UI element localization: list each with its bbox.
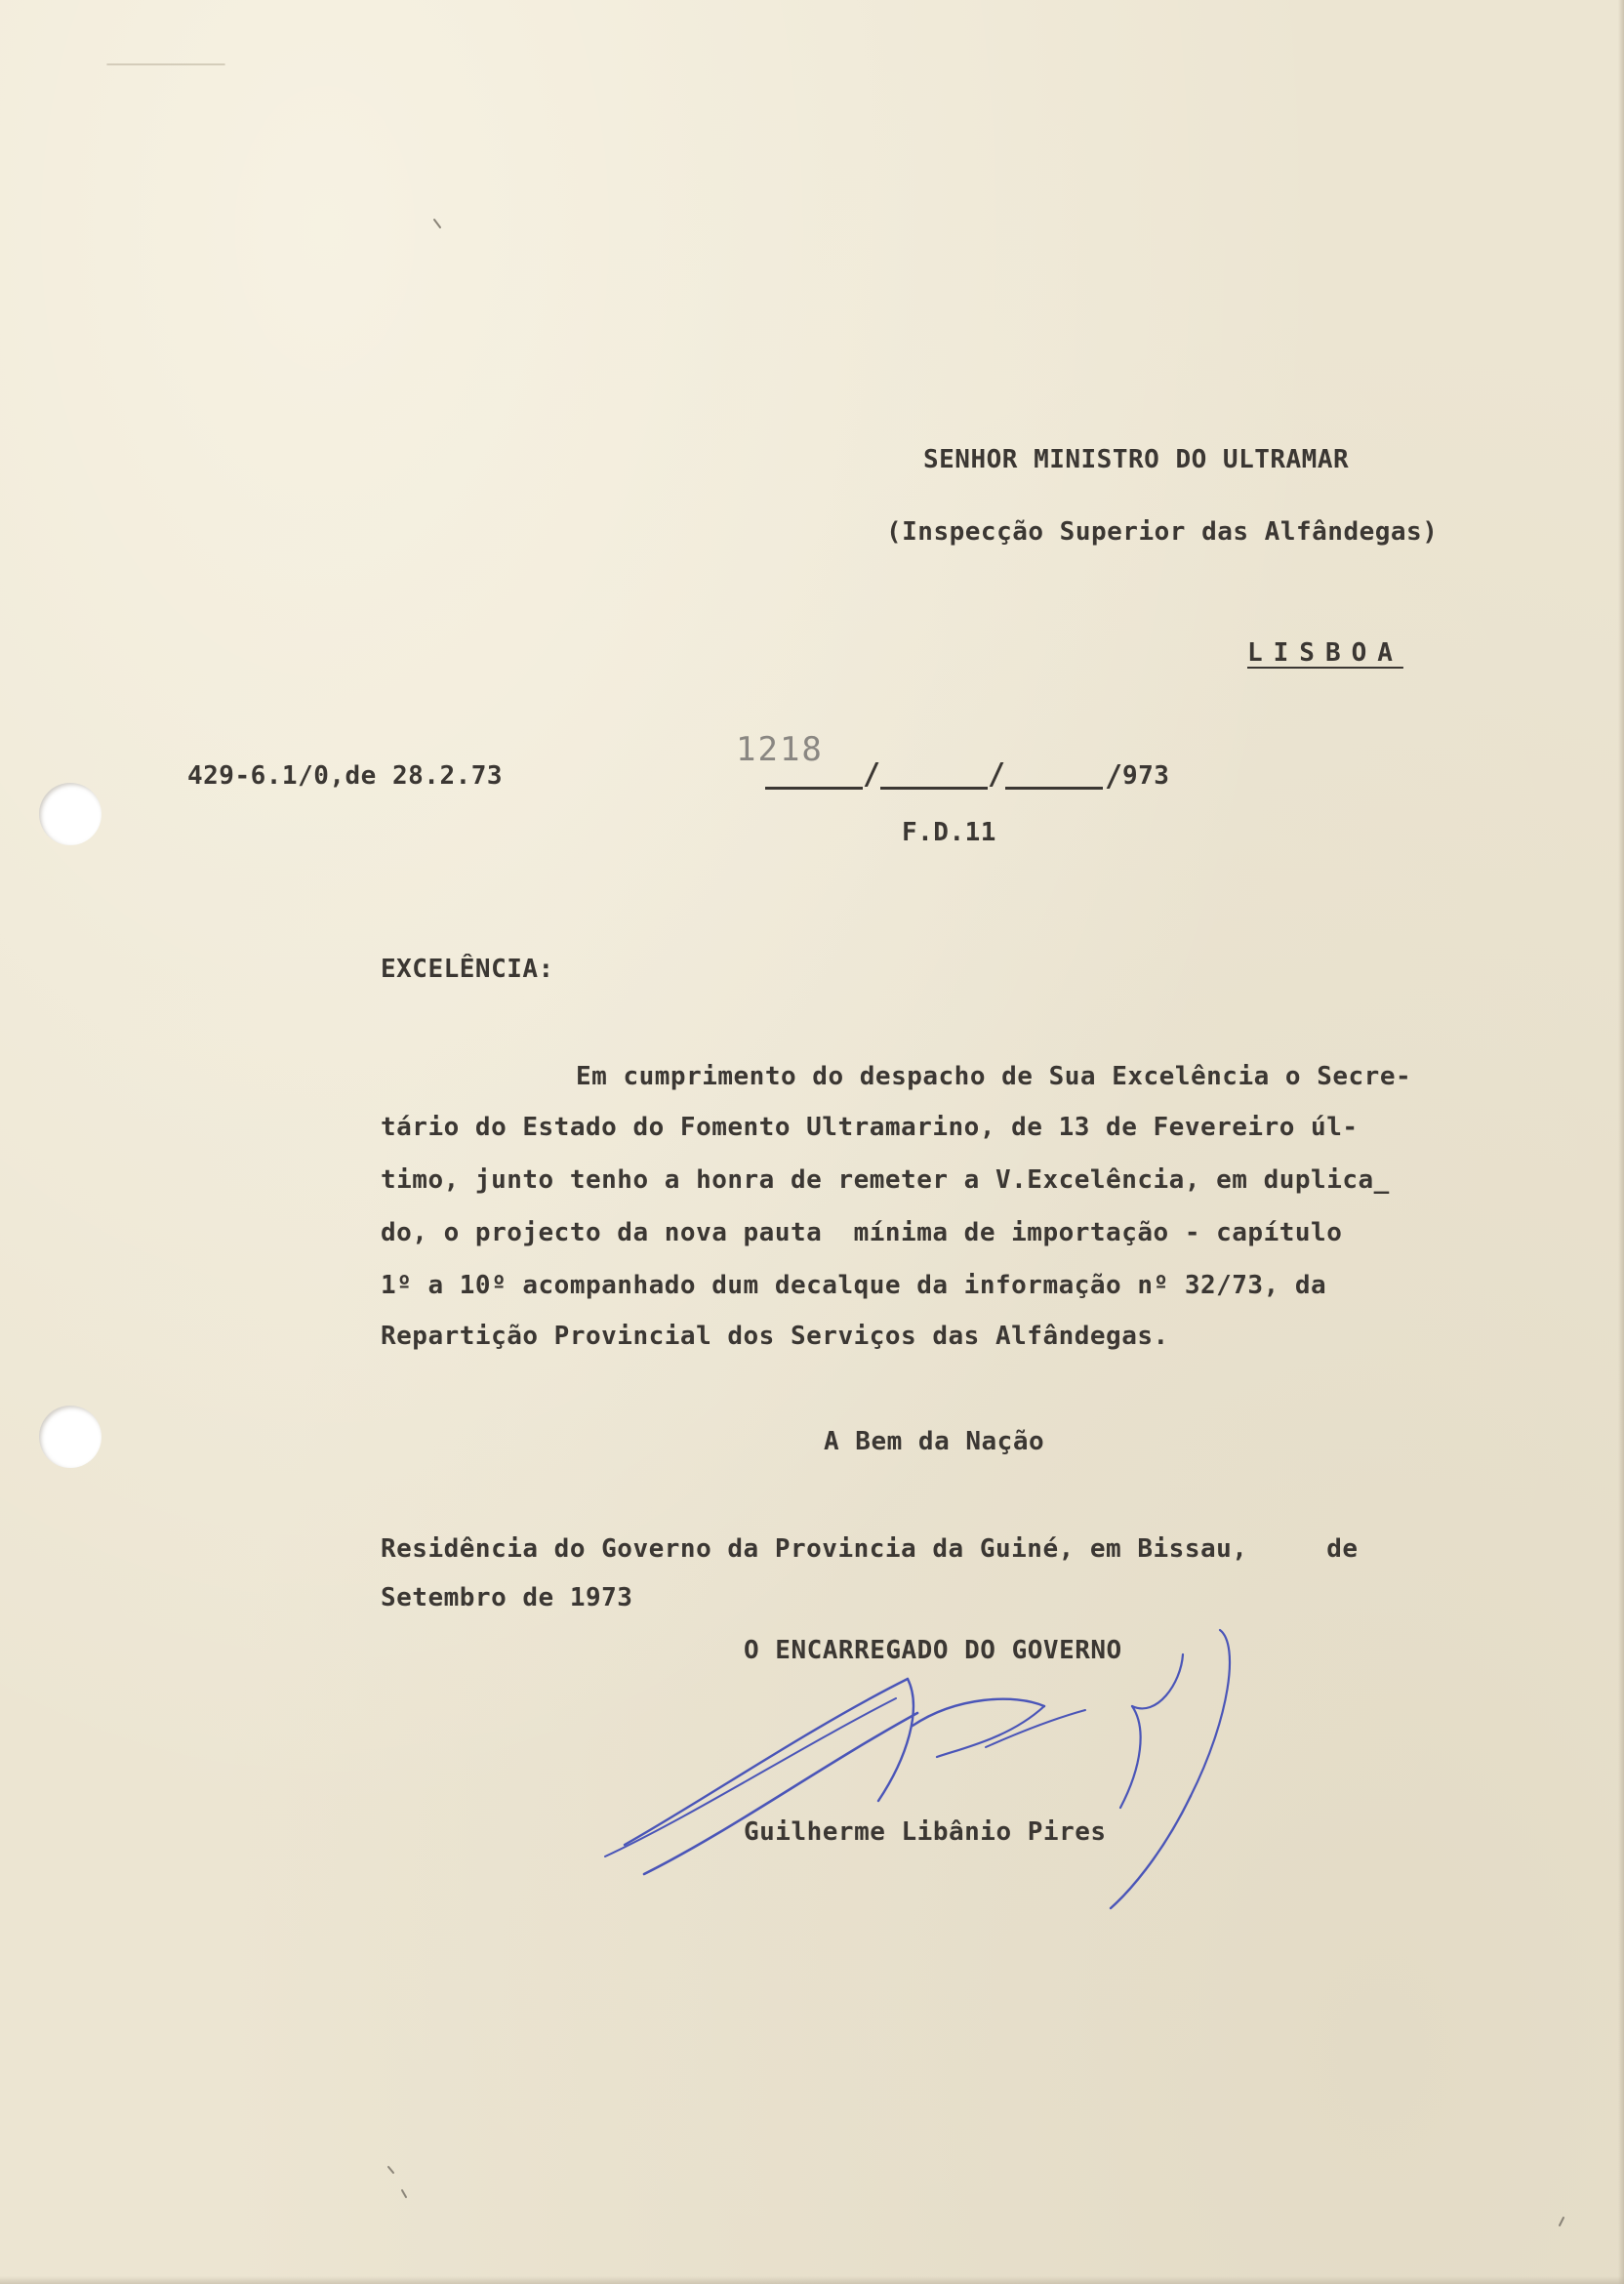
body-line: 1º a 10º acompanhado dum decalque da informação nº 32/73, da (381, 1271, 1327, 1300)
body-line: Repartição Provincial dos Serviços das Alfândegas. (381, 1322, 1169, 1351)
body-line: do, o projecto da nova pauta mínima de importação - capítulo (381, 1218, 1343, 1247)
closing-formula: A Bem da Nação (824, 1427, 1045, 1456)
reference-text: 429-6.1/0,de 28.2.73 (187, 761, 504, 791)
signatory-office: O ENCARREGADO DO GOVERNO (744, 1636, 1122, 1665)
file-code: F.D.11 (902, 818, 996, 847)
salutation: EXCELÊNCIA: (381, 955, 554, 984)
date-blank-day (765, 787, 863, 790)
body-line: timo, junto tenho a honra de remeter a V.Excelência, em duplica_ (381, 1165, 1390, 1195)
place-date-line-2: Setembro de 1973 (381, 1583, 633, 1612)
punch-hole-bottom (39, 1406, 102, 1468)
page-edge-bottom (0, 2276, 1624, 2284)
stamped-number: 1218 (736, 730, 824, 769)
place-date-line-1: Residência do Governo da Provincia da Guiné, em Bissau, de (381, 1534, 1359, 1564)
addressee-line-1: SENHOR MINISTRO DO ULTRAMAR (923, 445, 1350, 474)
date-slash-2: / (988, 757, 1006, 792)
handwritten-signature (586, 1601, 1288, 1913)
addressee-city: LISBOA (1247, 638, 1403, 668)
punch-hole-top (39, 783, 102, 845)
date-slash-1: / (863, 757, 881, 792)
signatory-name: Guilherme Libânio Pires (744, 1817, 1107, 1847)
date-year-suffix: 973 (1122, 761, 1170, 791)
date-blank-month (880, 787, 988, 790)
body-line: tário do Estado do Fomento Ultramarino, de 13 de Fevereiro úl- (381, 1113, 1359, 1142)
date-slash-3: / (1105, 759, 1123, 794)
page-edge-right (1618, 0, 1624, 2284)
date-blank-extra (1005, 787, 1103, 790)
addressee-line-2: (Inspecção Superior das Alfândegas) (886, 517, 1439, 547)
body-line: Em cumprimento do despacho de Sua Excelência o Secre- (576, 1062, 1412, 1091)
